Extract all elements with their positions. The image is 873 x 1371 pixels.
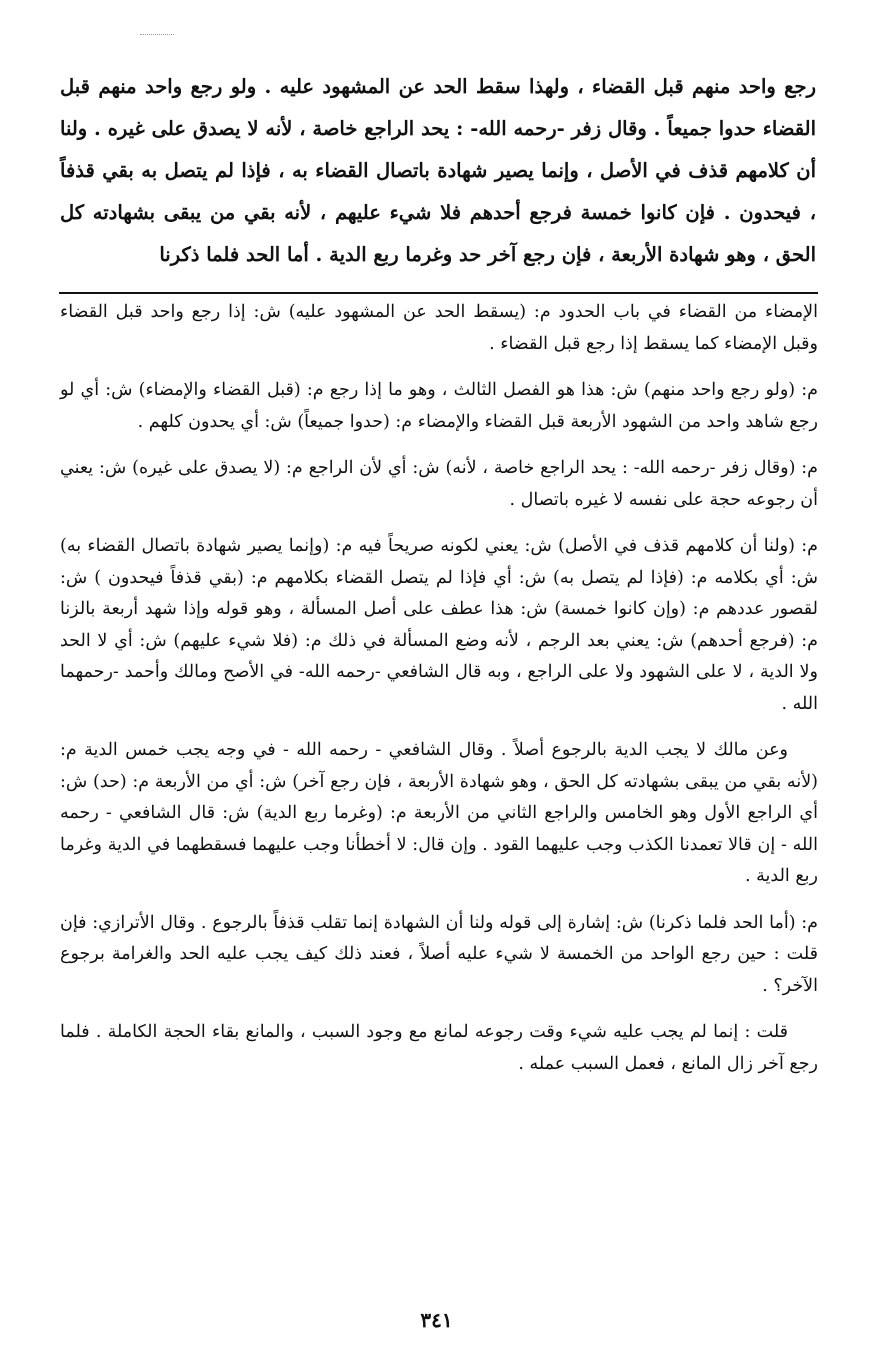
main-text-paragraph: رجع واحد منهم قبل القضاء ، ولهذا سقط الحد عن المشهود عليه . ولو رجع واحد منهم قبل القضاء حدوا جميعاً . وقال زفر -رحمه الله- : يحد الراجع خاصة ، لأنه لا يصدق على غيره . ولنا أن كلامهم قذف في الأصل ، وإنما يصير شهادة باتصال القضاء به ، فإذا لم يتصل به بقي قذفاً ، فيحدون . فإن كانوا خمسة فرجع أحدهم فلا شيء عليهم ، لأنه بقي من يبقى بشهادته كل الحق ، وهو شهادة الأربعة ، فإن رجع آخر حد وغرما ربع الدية . أما الحد فلما ذكرنا xyxy=(60,75,816,266)
commentary-paragraph-1: الإمضاء من القضاء في باب الحدود م: (يسقط الحد عن المشهود عليه) ش: إذا رجع واحد قبل القضاء وقبل الإمضاء كما يسقط إذا رجع قبل القضاء . xyxy=(60,302,818,354)
commentary-paragraph-7: قلت : إنما لم يجب عليه شيء وقت رجوعه لمانع مع وجود السبب ، والمانع بقاء الحجة الكاملة . فلما رجع آخر زال المانع ، فعمل السبب عمله . xyxy=(60,1022,818,1074)
commentary-paragraph-5: وعن مالك لا يجب الدية بالرجوع أصلاً . وقال الشافعي - رحمه الله - في وجه يجب خمس الدية م: (لأنه بقي من يبقى بشهادته كل الحق ، وهو شهادة الأربعة ، فإن رجع آخر) ش: أي من الأربعة م: (حد) ش: أي الراجع الأول وهو الخامس والراجع الثاني من الأربعة م: (وغرما ربع الدية) ش: قال الشافعي - رحمه الله - إن قالا تعمدنا الكذب وجب عليهما القود . وإن قال: لا أخطأنا وجب عليهما فسقطهما في الدية وغرما ربع الدية . xyxy=(60,740,818,886)
commentary-block xyxy=(60,297,818,1095)
main-text-block xyxy=(60,66,816,276)
footnote-divider xyxy=(59,292,818,294)
page-number: ٣٤١ xyxy=(420,1308,453,1332)
commentary-paragraph-4: م: (ولنا أن كلامهم قذف في الأصل) ش: يعني لكونه صريحاً فيه م: (وإنما يصير شهادة باتصال القضاء به) ش: أي بكلامه م: (فإذا لم يتصل به) ش: أي فإذا لم يتصل القضاء بكلامهم م: (بقي قذفاً فيحدون ) ش: لقصور عددهم م: (وإن كانوا خمسة) ش: هذا عطف على أصل المسألة ، وهو قوله وإذا شهد أربعة بالزنا م: (فرجع أحدهم) ش: يعني بعد الرجم ، لأنه وضع المسألة في ذلك م: (فلا شيء عليهم) ش: أي لا الحد ولا الدية ، لا على الشهود ولا على الراجع ، وبه قال الشافعي -رحمه الله- في الأصح ومالك وأحمد -رحمهما الله . xyxy=(60,536,818,714)
commentary-paragraph-6: م: (أما الحد فلما ذكرنا) ش: إشارة إلى قوله ولنا أن الشهادة إنما تقلب قذفاً بالرجوع . وقال الأترازي: فإن قلت : حين رجع الواحد من الخمسة لا شيء عليه أصلاً ، فعند ذلك كيف يجب عليه الحد والغرامة برجوع الآخر؟ . xyxy=(60,912,818,996)
commentary-paragraph-2: م: (ولو رجع واحد منهم) ش: هذا هو الفصل الثالث ، وهو ما إذا رجع م: (قبل القضاء والإمضاء) ش: أي لو رجع شاهد واحد من الشهود الأربعة قبل القضاء والإمضاء م: (حدوا جميعاً) ش: أي يحدون كلهم . xyxy=(60,380,818,432)
commentary-paragraph-3: م: (وقال زفر -رحمه الله- : يحد الراجع خاصة ، لأنه) ش: أي لأن الراجع م: (لا يصدق على غيره) ش: يعني أن رجوعه حجة على نفسه لا غيره باتصال . xyxy=(60,458,818,510)
scan-artifact xyxy=(140,34,174,37)
